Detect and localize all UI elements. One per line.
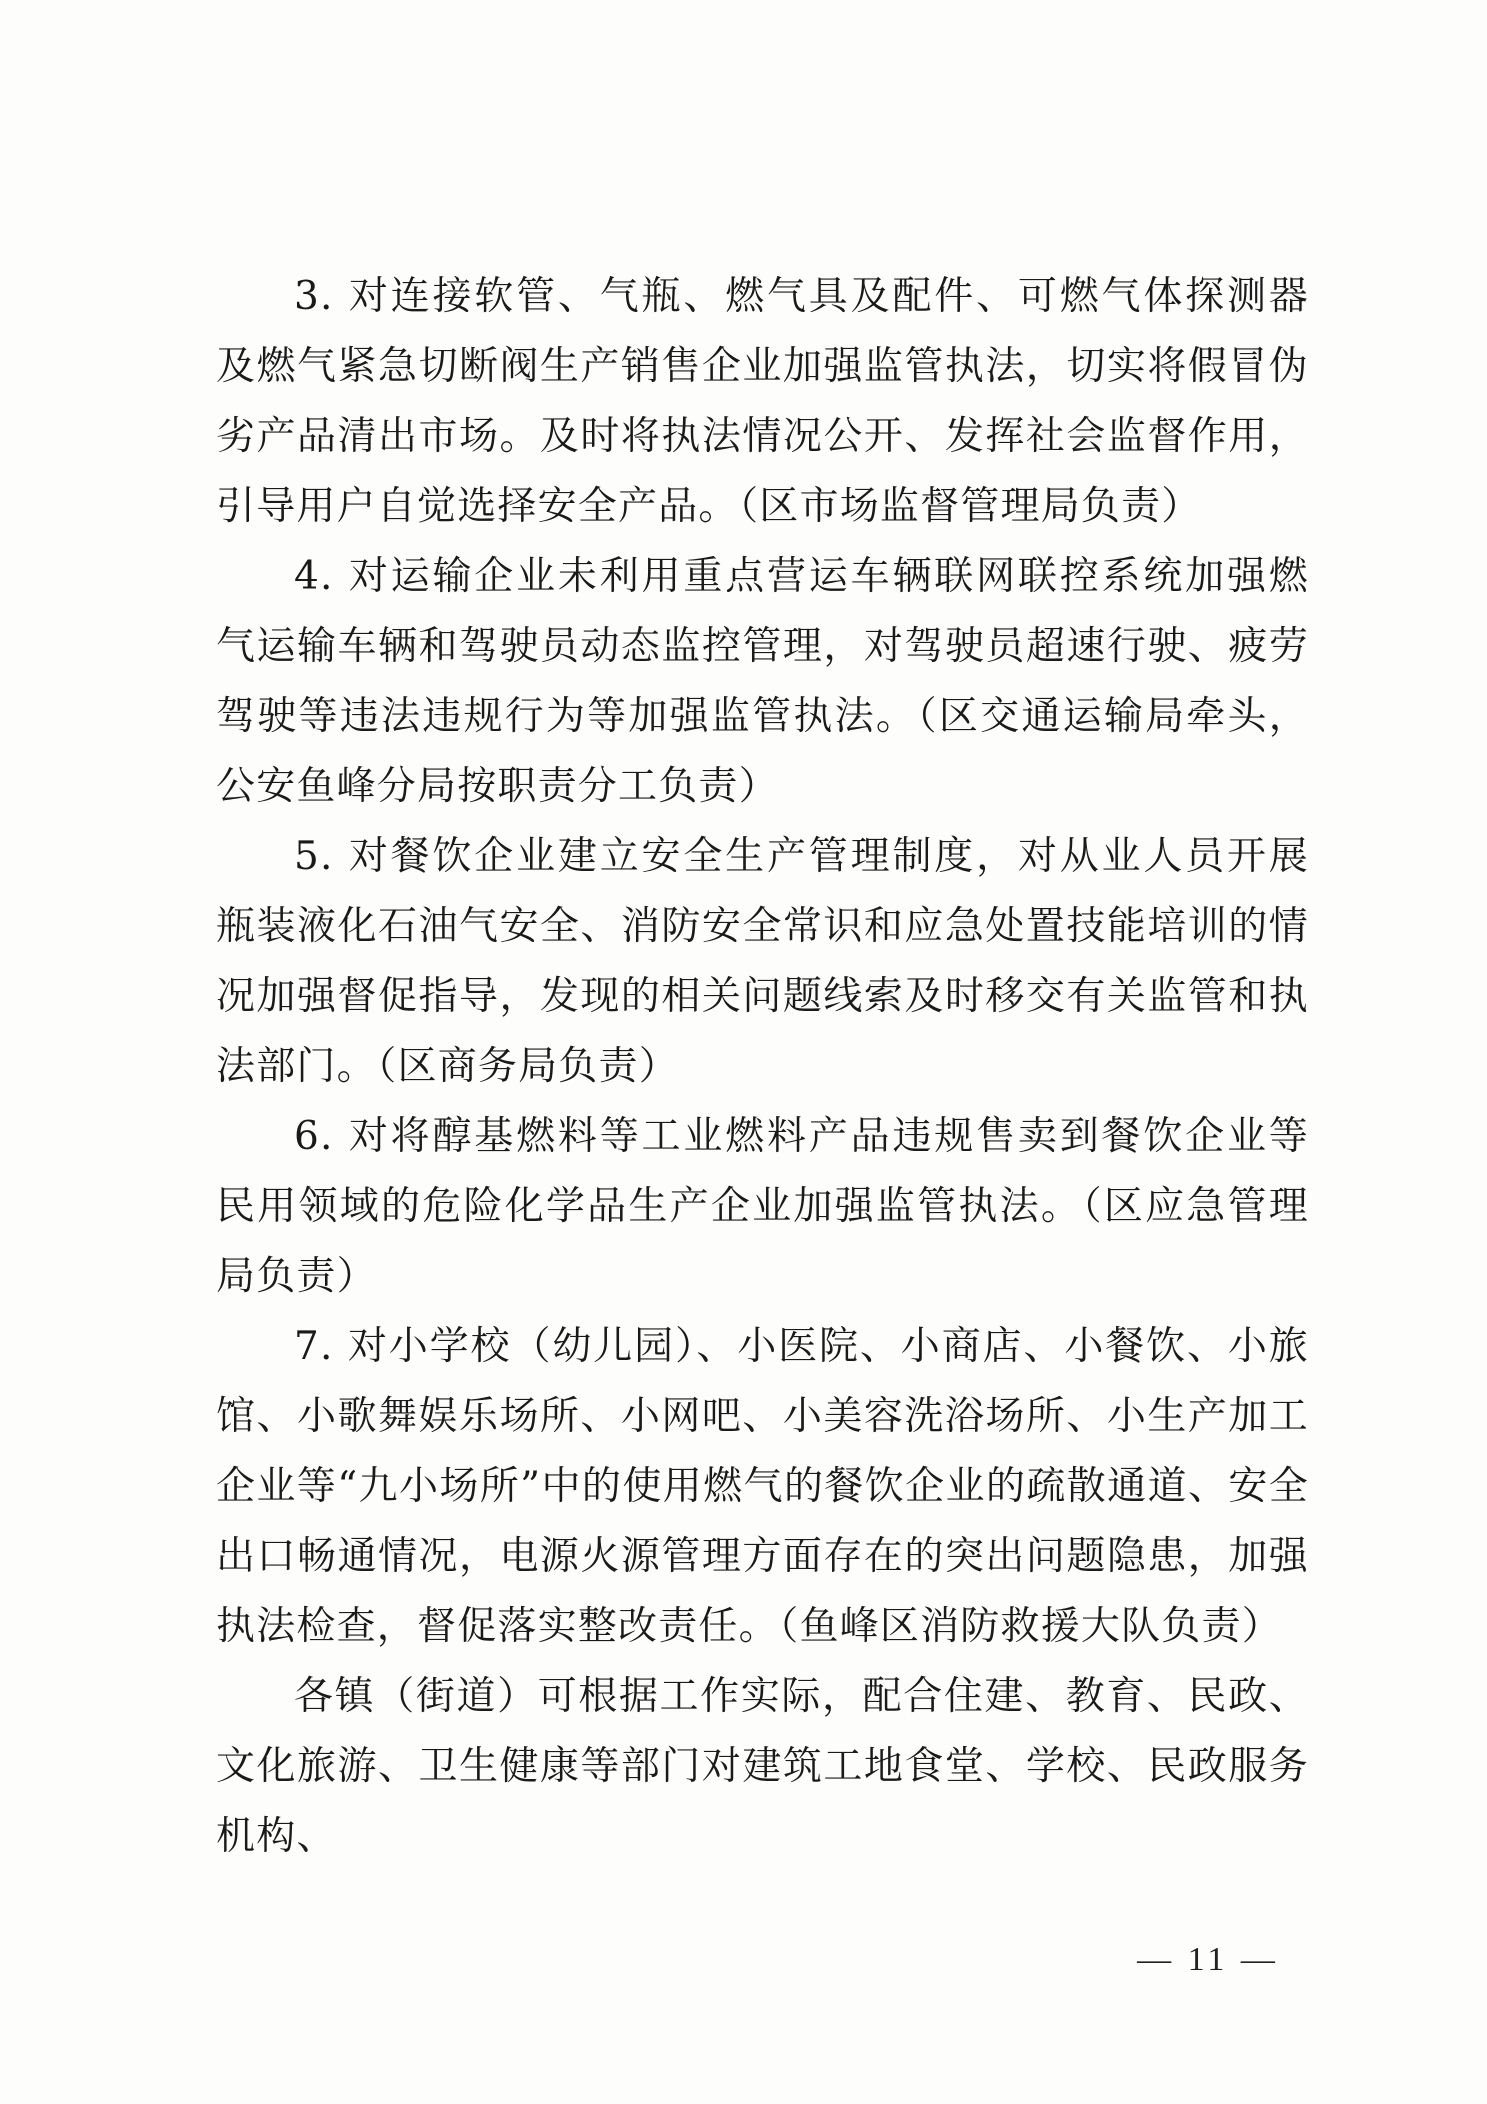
paragraph-item-4: 4. 对运输企业未利用重点营运车辆联网联控系统加强燃气运输车辆和驾驶员动态监控管理，对驾驶员超速行驶、疲劳驾驶等违法违规行为等加强监管执法。（区交通运输局牵头，公安鱼峰分局按职责分工负责） bbox=[216, 554, 1309, 809]
paragraph-towns-streets: 各镇（街道）可根据工作实际，配合住建、教育、民政、文化旅游、卫生健康等部门对建筑工地食堂、学校、民政服务机构、 bbox=[216, 1674, 1309, 1859]
page-number: — 11 — bbox=[1137, 1941, 1279, 1978]
paragraph-item-6: 6. 对将醇基燃料等工业燃料产品违规售卖到餐饮企业等民用领域的危险化学品生产企业加强监管执法。（区应急管理局负责） bbox=[216, 1114, 1309, 1299]
paragraph-item-7: 7. 对小学校（幼儿园）、小医院、小商店、小餐饮、小旅馆、小歌舞娱乐场所、小网吧、小美容洗浴场所、小生产加工企业等“九小场所”中的使用燃气的餐饮企业的疏散通道、安全出口畅通情况，电源火源管理方面存在的突出问题隐患，加强执法检查，督促落实整改责任。（鱼峰区消防救援大队负责） bbox=[216, 1324, 1309, 1649]
paragraph-item-5: 5. 对餐饮企业建立安全生产管理制度，对从业人员开展瓶装液化石油气安全、消防安全常识和应急处置技能培训的情况加强督促指导，发现的相关问题线索及时移交有关监管和执法部门。（区商务局负责） bbox=[216, 834, 1309, 1089]
paragraph-item-3: 3. 对连接软管、气瓶、燃气具及配件、可燃气体探测器及燃气紧急切断阀生产销售企业加强监管执法，切实将假冒伪劣产品清出市场。及时将执法情况公开、发挥社会监督作用，引导用户自觉选择安全产品。（区市场监督管理局负责） bbox=[216, 274, 1309, 529]
document-body bbox=[216, 262, 1309, 1872]
